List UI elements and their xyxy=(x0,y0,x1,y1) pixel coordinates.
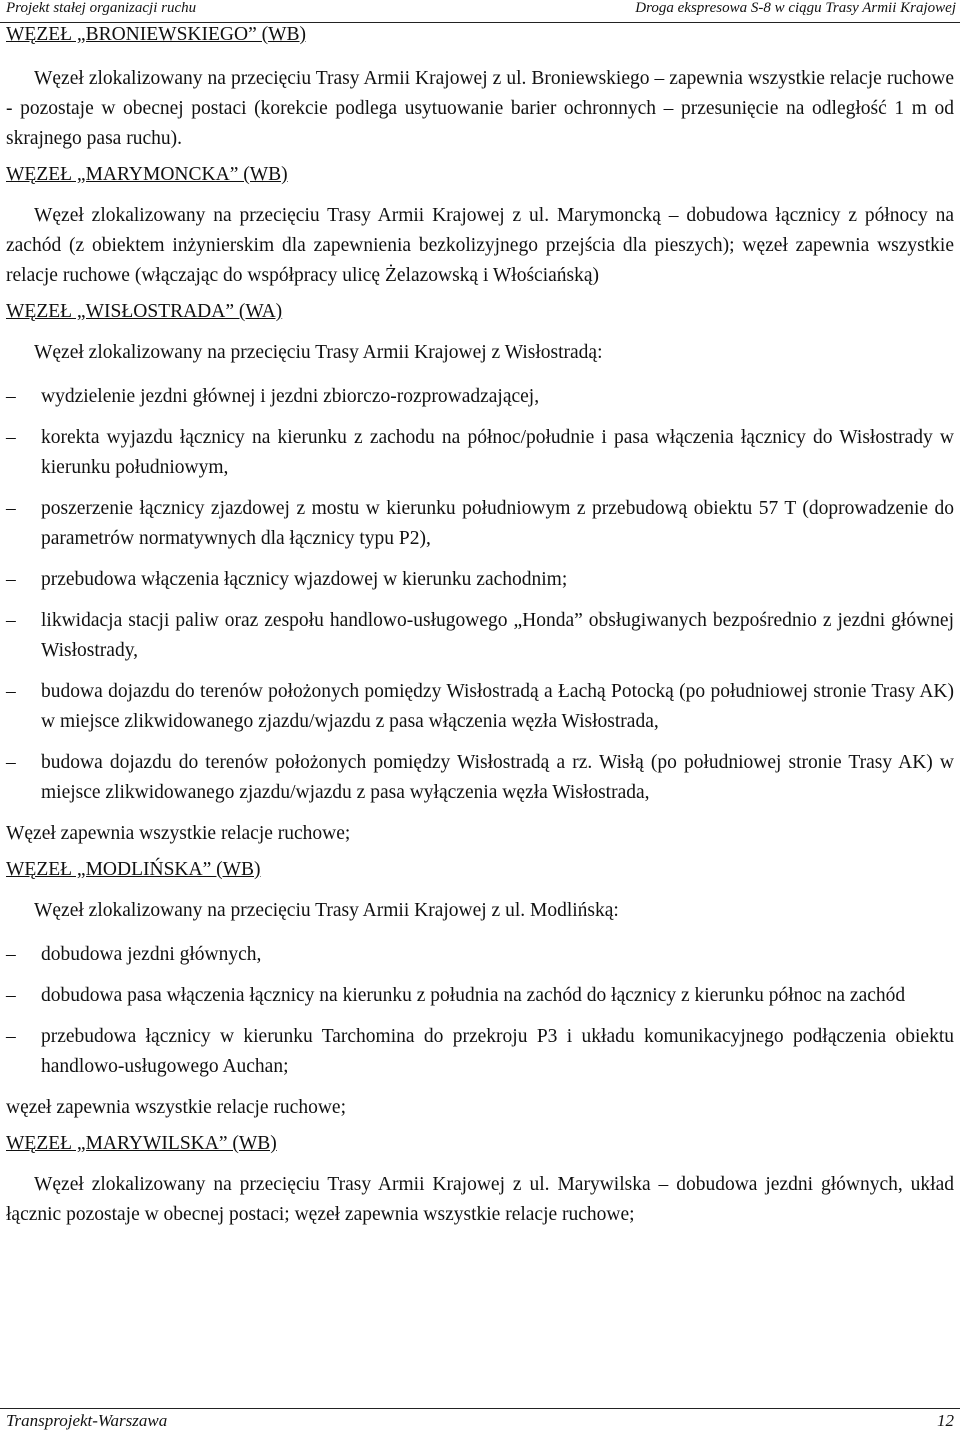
header-project-title: Projekt stałej organizacji ruchu xyxy=(6,0,197,16)
header-road-title: Droga ekspresowa S-8 w ciągu Trasy Armii Krajowej xyxy=(635,0,956,16)
dash-marker: – xyxy=(6,1026,16,1047)
list-item xyxy=(6,382,954,412)
list-item-text: poszerzenie łącznicy zjazdowej z mostu w kierunku południowym z przebudową obiektu 57 T (doprowadzenie do parametrów normatywnych dla łącznicy typu P2), xyxy=(41,498,954,549)
dash-marker: – xyxy=(6,610,16,631)
dash-marker: – xyxy=(6,498,16,519)
dash-marker: – xyxy=(6,985,16,1006)
dash-marker: – xyxy=(6,944,16,965)
dash-marker: – xyxy=(6,386,16,407)
list-item-text: korekta wyjazdu łącznicy na kierunku z zachodu na północ/południe i pasa włączenia łącznicy do Wisłostrady w kierunku południowym, xyxy=(41,427,954,478)
paragraph-modlinska-closing: węzeł zapewnia wszystkie relacje ruchowe; xyxy=(6,1097,346,1118)
document-body xyxy=(6,20,954,1230)
list-item xyxy=(6,494,954,554)
dash-marker: – xyxy=(6,569,16,590)
list-wislostrada xyxy=(6,382,954,808)
list-item xyxy=(6,748,954,808)
section-heading-broniewskiego: WĘZEŁ „BRONIEWSKIEGO” (WB) xyxy=(6,24,306,45)
dash-marker: – xyxy=(6,681,16,702)
list-item xyxy=(6,1022,954,1082)
list-modlinska xyxy=(6,940,954,1082)
footer-company: Transprojekt-Warszawa xyxy=(6,1411,168,1430)
dash-marker: – xyxy=(6,427,16,448)
list-item xyxy=(6,565,954,595)
list-item xyxy=(6,606,954,666)
list-item-text: likwidacja stacji paliw oraz zespołu handlowo-usługowego „Honda” obsługiwanych bezpośrednio z jezdni głównej Wisłostrady, xyxy=(41,610,954,661)
paragraph-marywilska: Węzeł zlokalizowany na przecięciu Trasy Armii Krajowej z ul. Marywilska – dobudowa jezdni głównych, układ łącznic pozostaje w obecnej postaci; węzeł zapewnia wszystkie relacje ruchowe; xyxy=(6,1174,954,1225)
list-item-text: wydzielenie jezdni głównej i jezdni zbiorczo-rozprowadzającej, xyxy=(41,386,540,407)
page-footer xyxy=(0,1408,960,1433)
section-heading-wislostrada: WĘZEŁ „WISŁOSTRADA” (WA) xyxy=(6,301,283,322)
section-heading-marymoncka: WĘZEŁ „MARYMONCKA” (WB) xyxy=(6,164,288,185)
paragraph-wislostrada-closing: Węzeł zapewnia wszystkie relacje ruchowe; xyxy=(6,823,351,844)
list-item-text: dobudowa jezdni głównych, xyxy=(41,944,262,965)
section-heading-marywilska: WĘZEŁ „MARYWILSKA” (WB) xyxy=(6,1133,277,1154)
page-number: 12 xyxy=(937,1411,954,1430)
list-item-text: przebudowa włączenia łącznicy wjazdowej w kierunku zachodnim; xyxy=(41,569,568,590)
list-item-text: przebudowa łącznicy w kierunku Tarchomina do przekroju P3 i układu komunikacyjnego podłączenia obiektu handlowo-usługowego Auchan; xyxy=(41,1026,954,1077)
paragraph-broniewskiego: Węzeł zlokalizowany na przecięciu Trasy Armii Krajowej z ul. Broniewskiego – zapewnia wszystkie relacje ruchowe - pozostaje w obecnej postaci (korekcie podlega usytuowanie barier ochronnych – przesunięcie na odległość 1 m od skrajnego pasa ruchu). xyxy=(6,68,954,149)
paragraph-marymoncka: Węzeł zlokalizowany na przecięciu Trasy Armii Krajowej z ul. Marymoncką – dobudowa łącznicy z północy na zachód (z obiektem inżynierskim dla zapewnienia bezkolizyjnego przejścia dla pieszych); węzeł zapewnia wszystkie relacje ruchowe (włączając do współpracy ulicę Żelazowską i Włościańską) xyxy=(6,205,954,286)
list-item xyxy=(6,423,954,483)
paragraph-modlinska-intro: Węzeł zlokalizowany na przecięciu Trasy Armii Krajowej z ul. Modlińską: xyxy=(34,900,619,921)
section-heading-modlinska: WĘZEŁ „MODLIŃSKA” (WB) xyxy=(6,859,261,880)
paragraph-wislostrada-intro: Węzeł zlokalizowany na przecięciu Trasy Armii Krajowej z Wisłostradą: xyxy=(34,342,603,363)
dash-marker: – xyxy=(6,752,16,773)
list-item xyxy=(6,981,954,1011)
list-item xyxy=(6,940,954,970)
list-item-text: budowa dojazdu do terenów położonych pomiędzy Wisłostradą a rz. Wisłą (po południowej stronie Trasy AK) w miejsce zlikwidowanego zjazdu/wjazdu z pasa wyłączenia węzła Wisłostrada, xyxy=(41,752,954,803)
list-item xyxy=(6,677,954,737)
list-item-text: budowa dojazdu do terenów położonych pomiędzy Wisłostradą a Łachą Potocką (po południowej stronie Trasy AK) w miejsce zlikwidowanego zjazdu/wjazdu z pasa włączenia węzła Wisłostrada, xyxy=(41,681,954,732)
list-item-text: dobudowa pasa włączenia łącznicy na kierunku z południa na zachód do łącznicy z kierunku północ na zachód xyxy=(41,985,906,1006)
